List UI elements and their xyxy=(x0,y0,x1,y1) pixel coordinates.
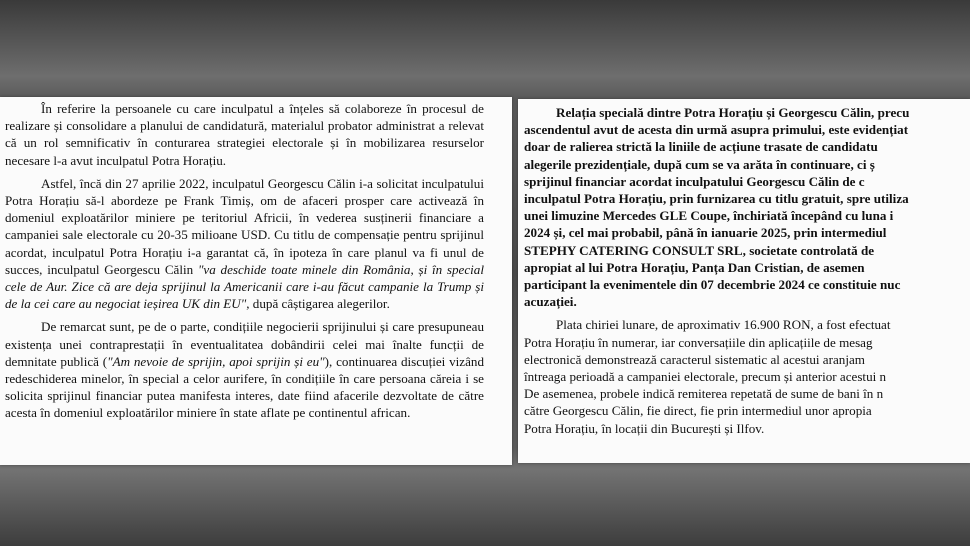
bold-line: unei limuzine Mercedes GLE Coupe, închiriată începând cu luna i xyxy=(524,208,894,224)
text-line: Potra Horațiu în numerar, iar conversațiile din aplicațiile de mesag xyxy=(524,334,873,350)
paragraph-2-quote: "va deschide toate minele din România, și în special cele de Aur. Zice că are deja sprijinul la Americanii care i-au făcut campanie la Trump și de la cei care au negociat ieșirea UK din EU" xyxy=(5,261,484,312)
left-document-page xyxy=(0,97,512,465)
paragraph-1-text: În referire la persoanele cu care inculpatul a înțeles să colaboreze în procesul de realizare și consolidare a planului de candidatură, materialul probator administrat a relevat că un rol semnificativ în conturarea strategiei electorale și în mobilizarea resurselor necesare l-a avut inculpatul Potra Horațiu. xyxy=(5,101,484,168)
bold-line: inculpatul Potra Horațiu, prin furnizarea cu titlu gratuit, spre utiliza xyxy=(524,191,909,207)
paragraph-2-text: Astfel, încă din 27 aprilie 2022, inculpatul Georgescu Călin i-a solicitat inculpatului Potra Horațiu să-l abordeze pe Frank Timiș, om de afaceri prosper care activează în domeniul exploatărilor miniere pe teritoriul Africii, în vederea susținerii financiare a campaniei sale electorale cu 20-35 milioane USD. Cu titlu de compensație pentru sprijinul acordat, inculpatul Potra Horațiu i-a garantat că, în ipoteza în care planul va fi unul de succes, inculpatul Georgescu Călin xyxy=(5,175,484,277)
bold-line: acuzației. xyxy=(524,294,577,310)
normal-paragraph xyxy=(524,316,970,436)
bold-line: participant la evenimentele din 07 decembrie 2024 ce constituie nuc xyxy=(524,277,901,293)
bold-line: 2024 și, cel mai probabil, până în ianuarie 2025, prin intermediul xyxy=(524,225,887,241)
bold-line: alegerile prezidențiale, după cum se va arăta în continuare, ci ș xyxy=(524,156,875,172)
text-line: electronică demonstrează caracterul sistematic al acestui aranjam xyxy=(524,351,865,367)
paragraph-3 xyxy=(5,318,484,421)
paragraph-1 xyxy=(5,100,484,169)
paragraph-3-text: De remarcat sunt, pe de o parte, condițiile negocierii sprijinului și care presupuneau existența unei contraprestații în eventualitatea dobândirii celei mai înalte funcții de demnitate publică ( xyxy=(5,319,484,369)
bold-line: doar de ralierea strictă la liniile de acțiune trasate de candidatu xyxy=(524,139,878,155)
text-line: Potra Horațiu, în locații din București și Ilfov. xyxy=(524,420,765,436)
text-line: Plata chiriei lunare, de aproximativ 16.900 RON, a fost efectuat xyxy=(556,317,891,333)
bold-line: ascendentul avut de acesta din urmă asupra primului, este evidențiat xyxy=(524,122,909,138)
paragraph-2 xyxy=(5,175,484,313)
paragraph-3-quote: "Am nevoie de sprijin, apoi sprijin și eu" xyxy=(107,353,325,369)
text-line: către Georgescu Călin, fie direct, fie prin intermediul unor apropia xyxy=(524,403,872,419)
bold-line: sprijinul financiar acordat inculpatului Georgescu Călin de c xyxy=(524,173,865,189)
paragraph-3-text-end: ), continuarea discuției vizând redeschiderea minelor, în special a celor aurifere, în condițiile în care persoana căreia i se solicita sprijinul financiar putea manifesta interes, date fiind afacerile dezvoltate de către acesta în domeniul exploatărilor miniere în state aflate pe continentul african. xyxy=(5,353,484,421)
text-line: întreaga perioadă a campaniei electorale, precum și anterior acestui n xyxy=(524,369,887,385)
right-document-page xyxy=(518,99,970,463)
bold-paragraph xyxy=(524,104,970,310)
bold-line: STEPHY CATERING CONSULT SRL, societate controlată de xyxy=(524,242,875,258)
bold-line: apropiat al lui Potra Horațiu, Panța Dan Cristian, de asemen xyxy=(524,259,865,275)
paragraph-2-text-end: , după câștigarea alegerilor. xyxy=(246,296,390,312)
bold-line: Relația specială dintre Potra Horațiu și Georgescu Călin, precu xyxy=(556,105,910,120)
text-line: De asemenea, probele indică remiterea repetată de sume de bani în n xyxy=(524,386,884,402)
